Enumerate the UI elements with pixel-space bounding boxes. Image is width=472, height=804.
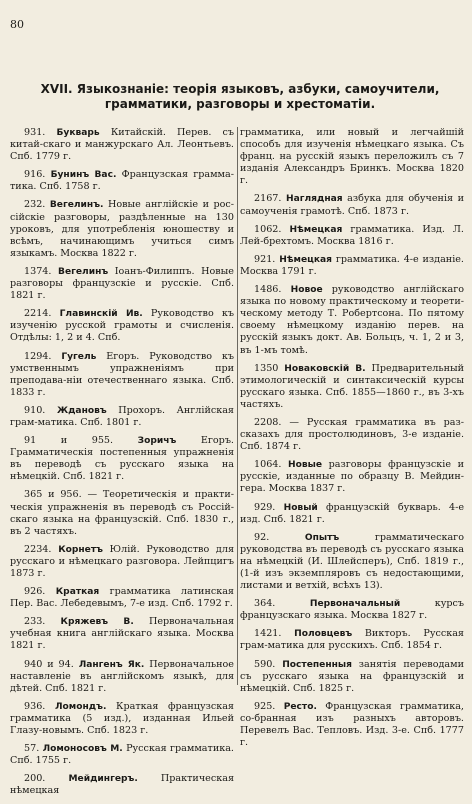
entry-text: Юлій. Руководство для русскаго и нѣмецкаго разговора. Лейпцигъ 1873 г.	[10, 543, 234, 579]
entry-heading: Ресто.	[283, 701, 317, 712]
catalog-entry	[10, 169, 234, 193]
entry-heading: Ждановъ	[56, 405, 107, 416]
entry-number: 2214.	[24, 308, 52, 320]
entry-heading: Нѣмецкая	[279, 254, 333, 265]
entry-number: 940 и 94.	[24, 658, 74, 670]
entry-heading: Лангенъ Як.	[78, 659, 145, 670]
right-column	[240, 127, 464, 755]
entry-number: 926.	[24, 586, 46, 598]
entry-text: Краткая французская грамматика (5 изд.), изданная Ильей Глазу-новымъ. Спб. 1823 г.	[10, 700, 234, 737]
entry-heading: Новые	[288, 460, 323, 471]
entry-heading: Букварь	[56, 128, 100, 138]
entry-text: грамматика латинская Пер. Вас. Лебедевымъ, 7-е изд. Спб. 1792 г.	[10, 586, 234, 610]
entry-heading: Наглядная	[286, 194, 343, 205]
entry-text: Предварительный этимологическій и синтаксическій курсы русскаго языка. Спб. 1855—1860 г., въ 3-хъ частяхъ.	[240, 362, 464, 410]
entry-number: 1421.	[254, 628, 282, 640]
entry-number: 590.	[254, 658, 276, 670]
entry-heading: Опытъ	[304, 532, 340, 543]
entry-text: — Русская грамматика въ раз-сказахъ для простолюдиновъ, 3-е изданіе. Спб. 1874 г.	[240, 416, 464, 453]
catalog-entry	[10, 127, 234, 163]
entry-number: 2208.	[254, 416, 282, 428]
entry-number: 364.	[254, 598, 276, 610]
catalog-entry	[10, 435, 234, 483]
entry-heading: Мейдингеръ.	[68, 774, 138, 785]
column-divider	[237, 127, 238, 685]
entry-heading: Новаковскій В.	[284, 363, 366, 374]
entry-number: 921.	[254, 253, 276, 265]
catalog-entry	[10, 199, 234, 259]
catalog-entry	[10, 743, 234, 767]
catalog-entry	[240, 659, 464, 695]
entry-number: 925.	[254, 700, 276, 712]
entry-heading: Вегелинъ.	[49, 200, 104, 211]
catalog-entry	[10, 351, 234, 399]
entry-number: 916.	[24, 169, 46, 181]
entry-heading: Зоричъ	[137, 436, 177, 447]
left-column	[10, 127, 234, 804]
catalog-entry	[10, 586, 234, 610]
entry-number: 232.	[24, 199, 46, 211]
entry-heading: Главинскій Ив.	[59, 309, 143, 320]
catalog-entry	[240, 598, 464, 622]
entry-number: 936.	[24, 700, 46, 712]
entry-number: 1486.	[254, 284, 282, 296]
catalog-entry	[240, 532, 464, 592]
entry-text: разговоры французскіе и русскіе, изданные по образцу В. Мейдин-гера. Москва 1837 г.	[240, 459, 464, 495]
catalog-entry	[240, 193, 464, 217]
entry-text: Первоначальное наставленіе въ англійскомъ языкѣ, для дѣтей. Спб. 1821 г.	[10, 658, 234, 694]
entry-number: 1294.	[24, 350, 52, 362]
entry-text: грамматика, или новый и легчайшій способъ для изученія нѣмецкаго языка. Съ франц. на русскій языкъ переложилъ съ 7 изданія Александръ Бринкъ. Москва 1820 г.	[240, 127, 464, 187]
entry-text: Іоанъ-Филиппъ. Новые разговоры французскіе и русскіе. Спб. 1821 г.	[10, 265, 234, 302]
entry-heading: Новый	[283, 502, 318, 513]
entry-number: 1064.	[254, 459, 282, 471]
page-number: 80	[10, 18, 24, 31]
catalog-entry	[10, 405, 234, 429]
entry-text: Русская грамматика. Спб. 1755 г.	[10, 743, 234, 767]
entry-text: Егоръ. Грамматическія постепенныя упражненія въ переводѣ съ русскаго языка на нѣмецкій. Спб. 1821 г.	[10, 435, 234, 483]
entry-text: Руководство къ изученію русской грамоты и счисленія. Отдѣлы: 1, 2 и 4. Спб.	[10, 308, 234, 344]
entry-number: 929.	[254, 501, 276, 513]
catalog-entry	[240, 127, 464, 187]
entry-text: Викторъ. Русская грам-матика для русскихъ. Спб. 1854 г.	[240, 628, 464, 652]
catalog-entry	[10, 659, 234, 695]
catalog-entry	[10, 773, 234, 797]
catalog-entry	[10, 701, 234, 737]
entry-number: 365 и 956.	[24, 489, 82, 501]
entry-text: Новые англійскіе и рос-сійскіе разговоры, раздѣленные на 130 уроковъ, для употребленія юношеству и всѣмъ, начинающимъ учиться симъ языкамъ. Москва 1822 г.	[10, 199, 234, 259]
entry-heading: Постепенныя	[282, 659, 352, 670]
entry-text: Китайскій. Перев. съ китай-скаго и манжурскаго Ал. Леонтьевъ. Спб. 1779 г.	[10, 127, 234, 163]
entry-number: 931.	[24, 127, 46, 138]
entry-heading: Новое	[290, 285, 323, 296]
entry-number: 233.	[24, 616, 46, 628]
entry-text: курсъ французскаго языка. Москва 1827 г.	[240, 598, 464, 622]
entry-heading: Первоначальный	[309, 599, 401, 610]
entry-heading: Вегелинъ	[58, 266, 109, 277]
entry-text: Первоначальная учебная книга англійскаго языка. Москва 1821 г.	[10, 616, 234, 652]
entry-text: грамматика. Изд. Л. Лей-брехтомъ. Москва 1816 г.	[240, 223, 464, 247]
entry-heading: Ломоносовъ М.	[42, 744, 123, 755]
entry-text: руководство англійскаго языка по новому практическому и теорети-ческому методу Т. Робертсона. По пятому своему нѣмецкому изданію перев. на русскій языкъ докт. Ав. Больцъ, ч. 1, 2 и 3, въ 1-мъ томѣ.	[240, 284, 464, 356]
catalog-entry	[10, 616, 234, 652]
entry-number: 910.	[24, 404, 46, 416]
catalog-entry	[10, 544, 234, 580]
entry-heading: Гугель	[61, 351, 97, 362]
catalog-entry	[240, 363, 464, 411]
catalog-entry	[10, 266, 234, 302]
section-title: XVII. Языкознаніе: теорія языковъ, азбуки, самоучители, грамматики, разговоры и хрестоматіи.	[40, 82, 440, 111]
entry-text: Практическая нѣмецкая	[10, 773, 234, 797]
entry-number: 57.	[24, 743, 40, 755]
entry-text: Прохоръ. Англійская грам-матика. Спб. 1801 г.	[10, 404, 234, 428]
entry-number: 1062.	[254, 223, 282, 235]
catalog-entry	[240, 459, 464, 495]
entry-number: 1350	[254, 362, 279, 374]
entry-text: азбука для обученія и самоученія грамотѣ. Спб. 1873 г.	[240, 193, 464, 217]
catalog-entry	[10, 489, 234, 537]
catalog-entry	[240, 254, 464, 278]
entry-text: грамматическаго руководства въ переводѣ съ русскаго языка на нѣмецкій (И. Шлейсперъ), Спб. 1819 г., (1-й изъ экземпляровъ съ недостающими, листами и ветхій, всѣхъ 13).	[240, 531, 464, 592]
entry-text: Егоръ. Руководство къ умственнымъ упражненіямъ при преподава-ніи отечественнаго языка. Спб. 1833 г.	[10, 350, 234, 398]
entry-heading: Кряжевъ В.	[60, 617, 134, 628]
entry-heading: Ломондъ.	[55, 701, 107, 712]
entry-text: занятія переводами съ русскаго языка на французскій и нѣмецкій. Спб. 1825 г.	[240, 658, 464, 694]
entry-heading: Корнетъ	[58, 544, 103, 555]
catalog-entry	[240, 701, 464, 749]
entry-text: Французская грамматика, со-бранная изъ разныхъ авторовъ. Перевелъ Вас. Тепловъ. Изд. 3-е. Спб. 1777 г.	[240, 700, 464, 749]
entry-heading: Бунинъ Вас.	[50, 170, 117, 181]
entry-number: 91 и 955.	[24, 435, 114, 447]
entry-number: 92.	[254, 531, 270, 543]
catalog-entry	[10, 308, 234, 344]
catalog-entry	[240, 628, 464, 652]
entry-text: Французская грамма-тика. Спб. 1758 г.	[10, 169, 234, 193]
entry-text: — Теоретическія и практи-ческія упражненія въ переводѣ съ Россій-скаго языка на французскій. Спб. 1830 г., въ 2 частяхъ.	[10, 489, 234, 537]
entry-number: 200.	[24, 773, 46, 785]
entry-text: французскій букварь. 4-е изд. Спб. 1821 г.	[240, 501, 464, 525]
catalog-entry	[240, 224, 464, 248]
entry-heading: Краткая	[55, 587, 100, 598]
entry-number: 1374.	[24, 265, 52, 277]
catalog-entry	[240, 417, 464, 453]
entry-number: 2234.	[24, 543, 52, 555]
catalog-entry	[240, 284, 464, 357]
entry-heading: Нѣмецкая	[289, 224, 343, 235]
entry-number: 2167.	[254, 193, 282, 205]
entry-heading: Половцевъ	[294, 629, 353, 640]
entry-text: грамматика. 4-е изданіе. Москва 1791 г.	[240, 253, 464, 277]
catalog-entry	[240, 502, 464, 526]
